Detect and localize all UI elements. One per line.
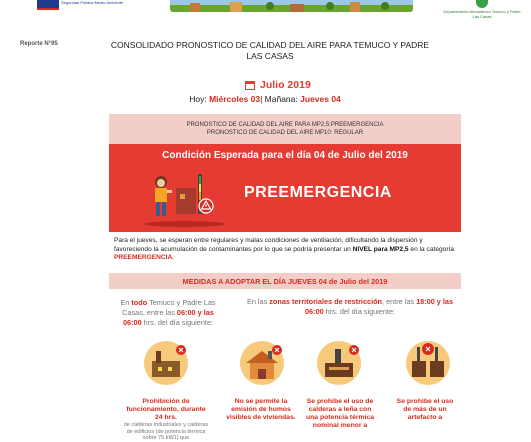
day-line: Hoy: Miércoles 03| Mañana: Jueves 04 — [189, 94, 341, 104]
boiler-prohibited-icon — [315, 339, 363, 387]
report-number: Reporte N°95 — [20, 41, 58, 47]
departamento-logo — [442, 0, 522, 20]
measure-stoves: Se prohibe el uso de más de un artefacto a — [396, 398, 454, 421]
report-title: CONSOLIDADO PRONOSTICO DE CALIDAD DEL AIRE PARA TEMUCO Y PADRE LAS CASAS — [110, 40, 430, 61]
logo-text: Seguridad Pública Medio Ambiente — [61, 0, 124, 5]
tomorrow-value: Jueves 04 — [300, 94, 341, 104]
header-banner-image — [170, 0, 413, 12]
forecast-summary — [109, 114, 461, 144]
measure-smoke: No se permite la emisión de humos visibles de viviendas. — [226, 398, 296, 421]
house-smoke-icon — [238, 339, 286, 387]
measures-heading: MEDIDAS A ADOPTAR EL DÍA JUEVES 04 de Julio del 2019 — [182, 277, 388, 286]
forecast-mp25: PRONOSTICO DE CALIDAD DEL AIRE PARA MP2,5:PREEMERGENCIA — [186, 122, 384, 128]
factory-prohibited-icon — [142, 339, 190, 387]
alert-level: PREEMERGENCIA — [244, 184, 392, 201]
expected-condition: Condición Esperada para el día 04 de Julio del 2019 — [162, 150, 408, 161]
department-name: Departamento Atmosférico Temuco y Padre Las Casas — [443, 9, 521, 19]
report-month: Julio 2019 — [260, 79, 311, 91]
gobierno-logo — [37, 0, 124, 10]
forecast-paragraph: Para el jueves, se esperan entre regulares y malas condiciones de ventilación, dificultando la dispersión y favoreciendo la acumulación de contaminantes por lo que se podría presentar un NIVEL para MP2,5 en la categoría PREEMERGENCIA. — [114, 237, 455, 262]
measure-boilers: Se prohibe el uso de calderas a leña con una potencia térmica nominal menor a — [306, 398, 374, 429]
measure-industry: Prohibición de funcionamiento, durante 24 hrs. de calderas industriales y calderas de edificios (de potencia térmica sobre 75 kW1) que — [123, 398, 209, 441]
calendar-icon — [245, 80, 255, 90]
forecast-mp10: PRONOSTICO DE CALIDAD DEL AIRE MP10: REGULAR — [206, 129, 364, 136]
alert-illustration-icon — [140, 168, 230, 228]
measures-scope-city: En todo Temuco y Padre Las Casas, entre las 06:00 y las 06:00 hrs. del día siguiente: — [120, 298, 216, 327]
today-value: Miércoles 03 — [209, 94, 261, 104]
stove-prohibited-icon — [404, 339, 452, 387]
measures-scope-zones: En las zonas territoriales de restricción, entre las 18:00 y las 06:00 hrs. del día siguiente: — [246, 297, 454, 316]
